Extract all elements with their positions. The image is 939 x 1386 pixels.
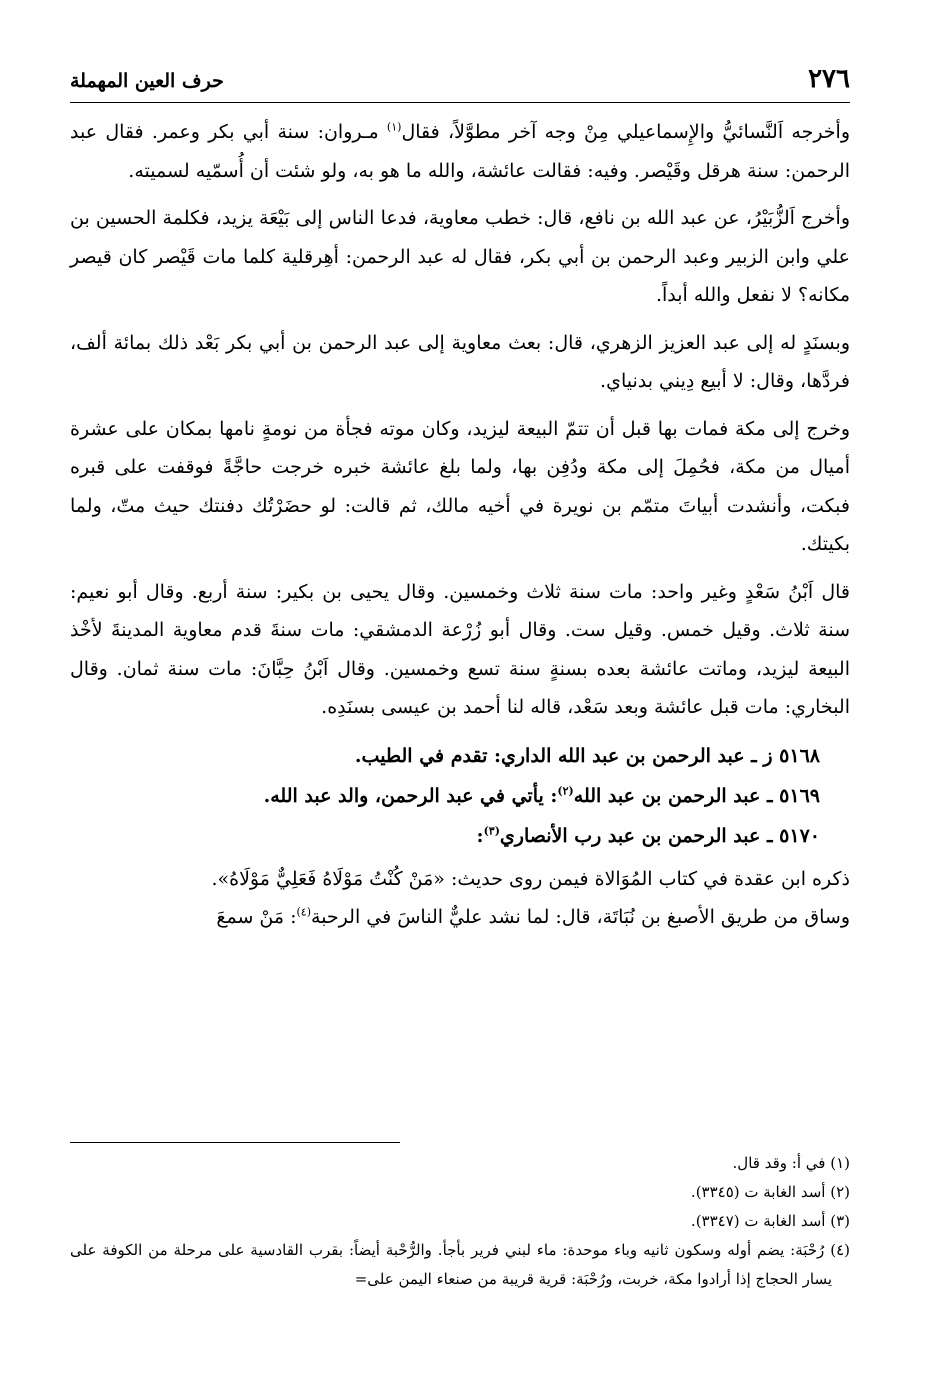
paragraph: وساق من طريق الأصبغ بن نُبَاتَة، قال: لما نشد عليٌّ الناسَ في الرحبة$^{(٤)}$: مَنْ سمعَ <box>216 905 850 928</box>
entry-5168 <box>70 736 850 776</box>
footnote-divider <box>70 1142 400 1143</box>
entry-number: ٥١٦٨ <box>779 744 820 767</box>
footnote-mark: (٢) <box>557 784 574 798</box>
footnote-mark: (٤) <box>296 905 312 919</box>
entry-number: ٥١٦٩ <box>779 784 820 807</box>
paragraph: وأخرجه اَلنَّسائيُّ والإِسماعيلي مِنْ وجه آخر مطوَّلاً، فقال$^{(١)}$ مـروان: سنة أبي بكر وعمر. فقال عبد الرحمن: سنة هرقل وقَيْصر. وفيه: فقالت عائشة، والله ما هو به، ولو شئت أن أُسمّيه لسميته. <box>70 120 850 182</box>
paragraph: وأخرج اَلزُّبَيْرُ، عن عبد الله بن نافع، قال: خطب معاوية، فدعا الناس إلى بَيْعَة يزيد، فكلمة الحسين بن علي وابن الزبير وعبد الرحمن بن أبي بكر، فقال له عبد الرحمن: أهِرقلية كلما مات قَيْصر كان قيصر مكانه؟ لا نفعل والله أبداً. <box>70 207 850 306</box>
footnote-mark: (١) <box>386 120 402 134</box>
main-text <box>70 113 850 937</box>
running-header <box>70 62 850 103</box>
paragraph: قال اَبْنُ سَعْدٍ وغير واحد: مات سنة ثلاث وخمسين. وقال يحيى بن بكير: سنة أربع. وقال أبو نعيم: سنة ثلاث. وقيل خمس. وقيل ست. وقال أبو زُرْعة الدمشقي: مات سنةَ قدم معاوية المدينةَ لأخْذ البيعة ليزيد، وماتت عائشة بعده بسنةٍ سنة تسع وخمسين. وقال اَبْنُ حِبَّانَ: مات سنة ثمان. وقال البخاري: مات قبل عائشة وبعد سَعْد، قاله لنا أحمد بن عيسى بسنَدِه. <box>70 580 850 718</box>
entry-number: ٥١٧٠ <box>779 824 820 847</box>
paragraph: ذكره ابن عقدة في كتاب المُوَالاة فيمن روى حديث: «مَنْ كُنْتُ مَوْلَاهُ فَعَلِيٌّ مَوْلَاهُ». <box>211 867 850 890</box>
paragraph: وبسنَدٍ له إلى عبد العزيز الزهري، قال: بعث معاوية إلى عبد الرحمن بن أبي بكر بَعْد ذلك بمائة ألف، فردَّها، وقال: لا أبيع دِيني بدنياي. <box>70 331 850 392</box>
entry-text: ـ عبد الرحمن بن عبد رب الأنصاري <box>499 824 773 847</box>
footnote: (٤) رُحْبَة: يضم أوله وسكون ثانيه وباء موحدة: ماء لبني فرير بأجأ. والرُّحْبة أيضاً: بقرب القادسية على مرحلة من الكوفة على يسار الحجاج إذا أرادوا مكة، خربت، ورُحْبَة: قرية قريبة من صنعاء اليمن على= <box>70 1241 850 1288</box>
entry-5170 <box>70 816 850 856</box>
footnote-mark: (٣) <box>483 824 500 838</box>
paragraph: وخرج إلى مكة فمات بها قبل أن تتمّ البيعة ليزيد، وكان موته فجأة من نومةٍ نامها بمكان على عشرة أميال من مكة، فحُمِلَ إلى مكة ودُفِن بها، ولما بلغ عائشة خبره خرجت حاجَّةً فوقفت على قبره فبكت، وأنشدت أبياتَ متمّم بن نويرة في أخيه مالك، ثم قالت: لو حضَرْتُك دفنتك حيث متّ، ولما بكيتك. <box>70 417 851 555</box>
entry-text: ز ـ عبد الرحمن بن عبد الله الداري: تقدم في الطيب. <box>354 744 773 767</box>
entry-text-rest: : يأتي في عبد الرحمن، والد عبد الله. <box>263 784 558 807</box>
book-page <box>70 62 850 1362</box>
section-title: حرف العين المهملة <box>70 70 232 92</box>
page-number: ٢٧٦ <box>800 64 850 94</box>
footnote: (٢) أسد الغابة ت (٣٣٤٥). <box>690 1183 850 1201</box>
entry-text: ـ عبد الرحمن بن عبد الله <box>573 784 773 807</box>
footnote: (٣) أسد الغابة ت (٣٣٤٧). <box>690 1212 850 1230</box>
entry-text-rest: : <box>476 824 484 847</box>
footnote: (١) في أ: وقد قال. <box>732 1154 850 1172</box>
entry-5169 <box>70 776 850 816</box>
footnotes <box>70 1142 850 1294</box>
